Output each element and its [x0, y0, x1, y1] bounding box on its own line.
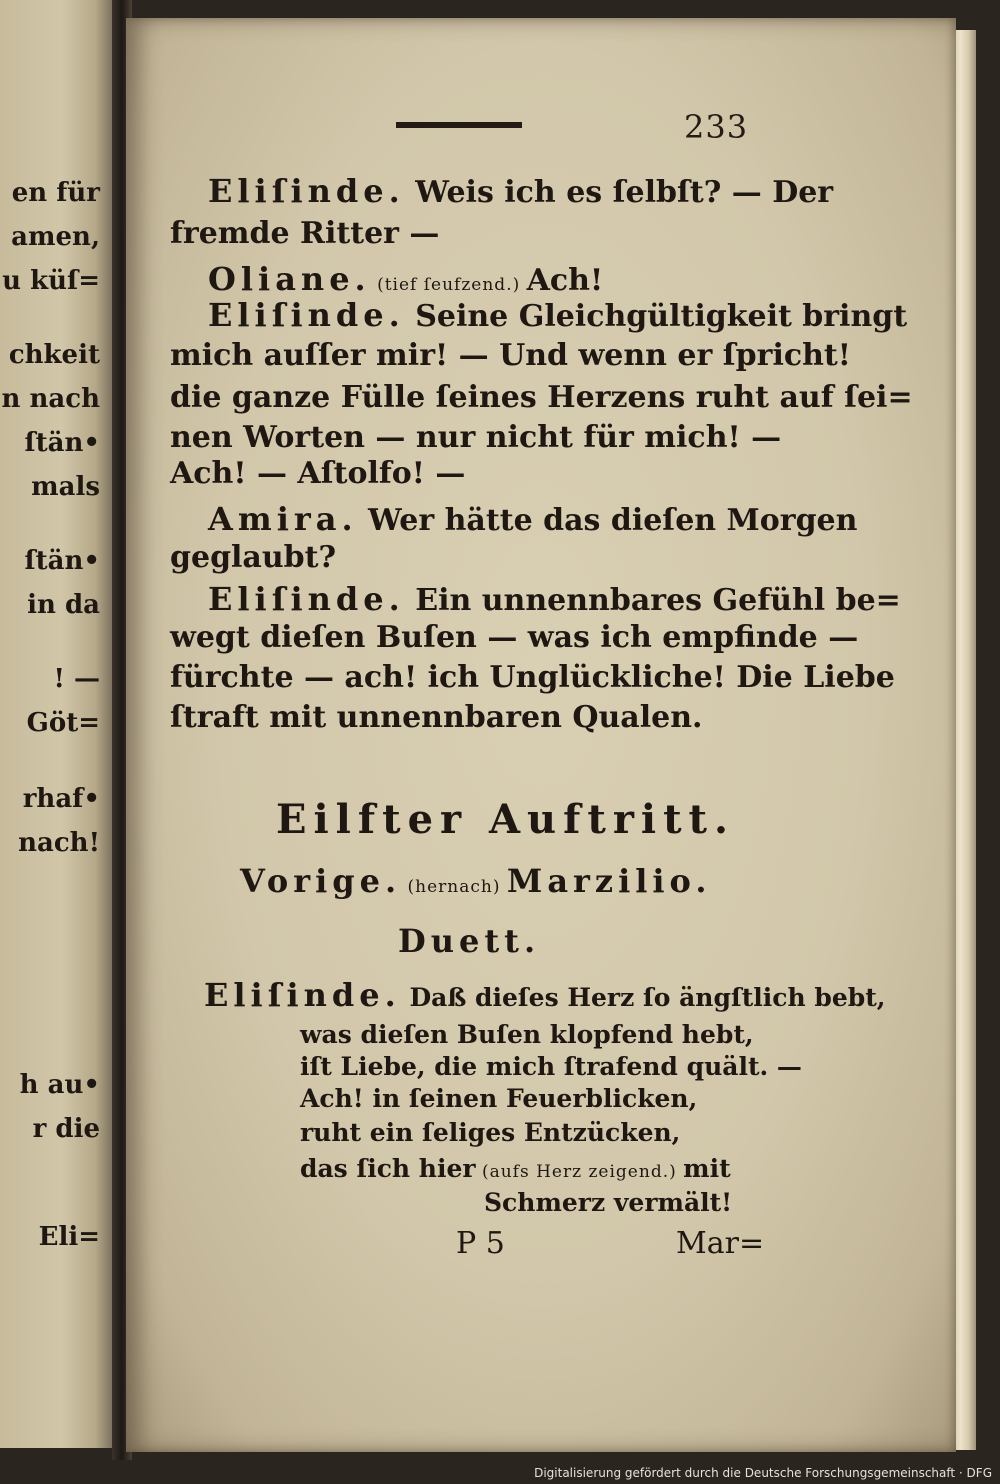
- line-text: nen Worten — nur nicht für mich! —: [170, 420, 782, 455]
- left-page-line: Eli=: [38, 1222, 100, 1252]
- line-text: fürchte — ach! ich Unglückliche! Die Liebe: [170, 660, 895, 695]
- text-line: [204, 976, 885, 1014]
- digitization-credit: Digitalisierung gefördert durch die Deutsche Forschungsgemeinschaft · DFG: [534, 1466, 992, 1480]
- left-page-fragment: [0, 0, 112, 1448]
- header-rule: [396, 122, 522, 128]
- text-line: [240, 862, 711, 900]
- line-text: Daß dieſes Herz ſo ängſtlich bebt,: [400, 983, 886, 1012]
- speaker-name: Vorige.: [240, 862, 402, 900]
- scene-heading: Eilfter Auftritt.: [276, 796, 735, 843]
- left-page-line: mals: [31, 472, 100, 502]
- left-page-line: h au•: [19, 1070, 100, 1100]
- text-line: [170, 660, 895, 695]
- line-text: Wer hätte das dieſen Morgen: [357, 503, 858, 538]
- text-line: [170, 380, 913, 415]
- speaker-name: Duett.: [398, 922, 541, 960]
- text-line: [170, 420, 781, 455]
- signature-mark: P 5: [456, 1226, 505, 1261]
- text-line: [170, 338, 851, 373]
- line-text: Ach! in ſeinen Feuerblicken,: [300, 1084, 698, 1113]
- text-line: [170, 620, 858, 655]
- left-page-line: ! —: [53, 664, 100, 694]
- left-page-line: Göt=: [26, 708, 100, 738]
- text-line: [170, 540, 336, 575]
- line-text: Ach!: [526, 263, 604, 298]
- speaker-name: Amira.: [208, 500, 358, 538]
- speaker-name: Eliſinde.: [204, 976, 401, 1014]
- left-page-line: rhaf•: [22, 784, 100, 814]
- text-line: [208, 260, 603, 298]
- left-page-line: ſtän•: [24, 546, 100, 576]
- catchword: Mar=: [676, 1226, 765, 1261]
- text-line: [208, 580, 901, 618]
- line-text: fremde Ritter —: [170, 216, 440, 251]
- text-line: [170, 216, 439, 251]
- stage-direction: (hernach): [401, 877, 507, 897]
- line-text: Weis ich es ſelbſt? — Der: [404, 175, 834, 210]
- line-text: wegt dieſen Buſen — was ich empfinde —: [170, 620, 859, 655]
- line-text: was dieſen Buſen klopfend hebt,: [300, 1020, 754, 1049]
- line-text: ſtraft mit unnennbaren Qualen.: [170, 700, 703, 735]
- text-line: [300, 1150, 731, 1185]
- line-text: mit: [683, 1154, 731, 1183]
- text-line: [276, 796, 735, 843]
- line-text: Seine Gleichgültigkeit bringt: [404, 299, 908, 334]
- text-line: [398, 922, 540, 960]
- text-line: [300, 1080, 697, 1115]
- text-line: [300, 1114, 680, 1149]
- left-page-line: chkeit: [8, 340, 100, 370]
- line-text: ruht ein ſeliges Entzücken,: [300, 1118, 681, 1147]
- left-page-line: ſtän•: [24, 428, 100, 458]
- left-page-line: amen,: [11, 222, 100, 252]
- speaker-name: Eliſinde.: [208, 172, 405, 210]
- speaker-name: Marzilio.: [506, 862, 712, 900]
- line-text: Schmerz vermält!: [484, 1188, 733, 1217]
- text-line: [170, 456, 465, 491]
- line-text: iſt Liebe, die mich ſtrafend quält. —: [300, 1052, 802, 1081]
- line-text: das ſich hier: [300, 1154, 476, 1183]
- stage-direction: (tief ſeufzend.): [370, 275, 527, 295]
- line-text: geglaubt?: [170, 540, 337, 575]
- line-text: die ganze Fülle ſeines Herzens ruht auf ſei=: [170, 380, 913, 415]
- text-line: [208, 296, 907, 334]
- text-line: [170, 700, 703, 735]
- text-line: [484, 1184, 732, 1219]
- text-line: [300, 1016, 754, 1051]
- left-page-line: u küſ=: [2, 266, 100, 296]
- stage-direction: (aufs Herz zeigend.): [475, 1162, 684, 1182]
- line-text: Ach! — Aſtolfo! —: [170, 456, 466, 491]
- line-text: Ein unnennbares Gefühl be=: [404, 583, 901, 618]
- text-line: [300, 1048, 802, 1083]
- text-line: [208, 500, 857, 538]
- left-page-line: n nach: [1, 384, 100, 414]
- left-page-line: nach!: [18, 828, 100, 858]
- speaker-name: Eliſinde.: [208, 296, 405, 334]
- text-line: [208, 172, 833, 210]
- line-text: mich auſſer mir! — Und wenn er ſpricht!: [170, 338, 851, 373]
- left-page-line: r die: [32, 1114, 100, 1144]
- page-number: 233: [684, 108, 749, 146]
- speaker-name: Eliſinde.: [208, 580, 405, 618]
- left-page-line: in da: [27, 590, 100, 620]
- left-page-line: en für: [11, 178, 100, 208]
- speaker-name: Oliane.: [208, 260, 371, 298]
